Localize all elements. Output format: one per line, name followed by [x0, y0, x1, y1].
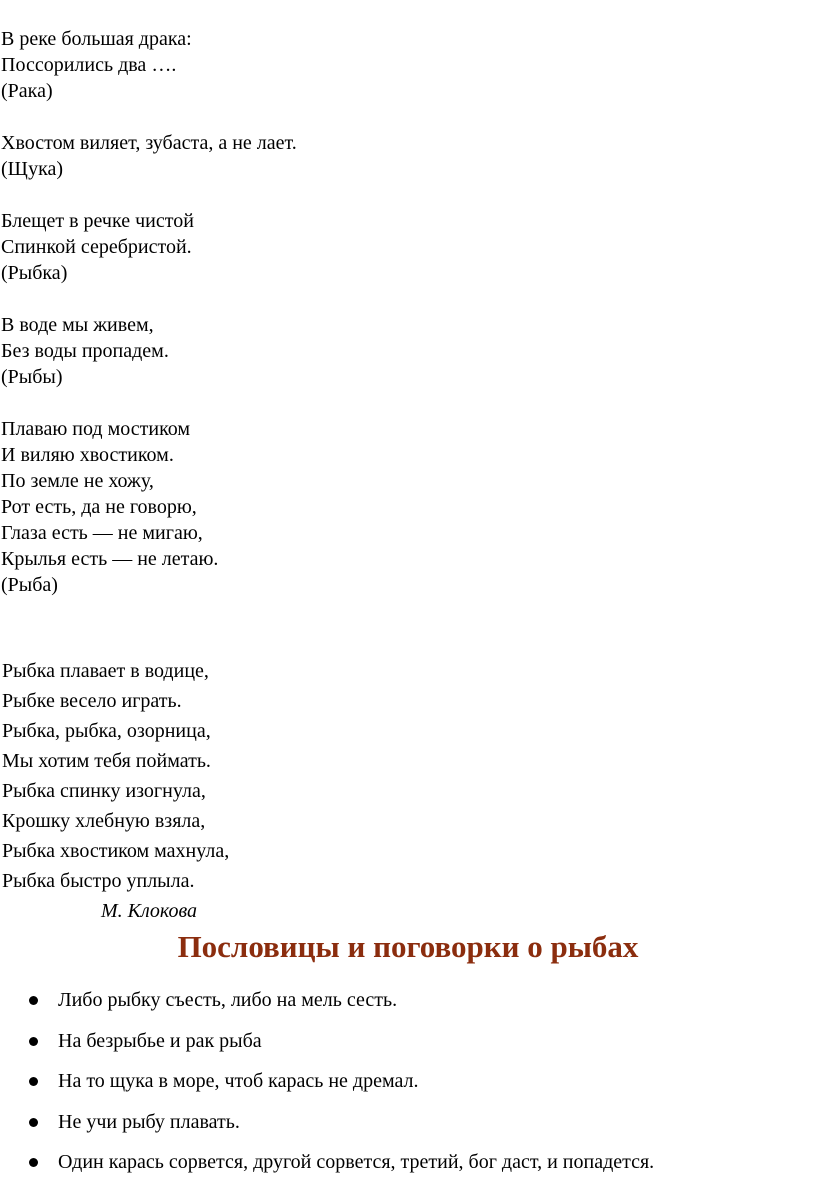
- poem-line: Мы хотим тебя поймать.: [2, 750, 211, 772]
- proverbs-heading: Пословицы и поговорки о рыбах: [177, 929, 639, 964]
- riddle: [1, 416, 761, 598]
- riddle: [1, 312, 761, 390]
- poem: [2, 656, 229, 896]
- bullet-icon: [29, 1037, 38, 1046]
- riddle: [1, 208, 761, 286]
- riddle-line: Блещет в речке чистой: [1, 210, 194, 232]
- list-item: [0, 1068, 654, 1109]
- poem-line: Рыбке весело играть.: [2, 690, 182, 712]
- riddles-section: [1, 26, 761, 624]
- bullet-icon: [29, 1158, 38, 1167]
- poem-line: Рыбка, рыбка, озорница,: [2, 720, 211, 742]
- proverb-text: На то щука в море, чтоб карась не дремал.: [58, 1070, 419, 1092]
- bullet-icon: [29, 996, 38, 1005]
- riddle-answer: (Рыбка): [1, 262, 68, 284]
- list-item: [0, 1109, 654, 1150]
- riddle-line: Глаза есть — не мигаю,: [1, 522, 203, 544]
- poem-author: М. Клокова: [101, 900, 198, 922]
- poem-line: Рыбка спинку изогнула,: [2, 780, 206, 802]
- bullet-icon: [29, 1118, 38, 1127]
- riddle-line: По земле не хожу,: [1, 470, 154, 492]
- riddle-line: Рот есть, да не говорю,: [1, 496, 197, 518]
- riddle: [1, 26, 761, 104]
- bullet-icon: [29, 1077, 38, 1086]
- list-item: [0, 1028, 654, 1069]
- riddle-line: В воде мы живем,: [1, 314, 154, 336]
- list-item: [0, 1149, 654, 1190]
- poem-line: Рыбка хвостиком махнула,: [2, 840, 230, 862]
- riddle-answer: (Рака): [1, 80, 53, 102]
- riddle-answer: (Рыба): [1, 574, 58, 596]
- riddle-line: В реке большая драка:: [1, 28, 192, 50]
- riddle-line: Поссорились два ….: [1, 54, 177, 76]
- riddle-answer: (Щука): [1, 158, 64, 180]
- proverb-text: Один карась сорвется, другой сорвется, третий, бог даст, и попадется.: [58, 1151, 655, 1173]
- riddle-line: Хвостом виляет, зубаста, а не лает.: [1, 132, 297, 154]
- riddle: [1, 130, 761, 182]
- proverb-text: Либо рыбку съесть, либо на мель сесть.: [58, 989, 398, 1011]
- poem-line: Рыбка плавает в водице,: [2, 660, 209, 682]
- riddle-answer: (Рыбы): [1, 366, 63, 388]
- riddle-line: Без воды пропадем.: [1, 340, 169, 362]
- poem-line: Рыбка быстро уплыла.: [2, 870, 195, 892]
- riddle-line: Спинкой серебристой.: [1, 236, 192, 258]
- riddle-line: Крылья есть — не летаю.: [1, 548, 219, 570]
- poem-line: Крошку хлебную взяла,: [2, 810, 206, 832]
- proverbs-list: [0, 987, 654, 1190]
- riddle-line: Плаваю под мостиком: [1, 418, 191, 440]
- proverb-text: На безрыбье и рак рыба: [58, 1029, 262, 1052]
- proverb-text: Не учи рыбу плавать.: [58, 1110, 240, 1133]
- list-item: [0, 987, 654, 1028]
- riddle-line: И виляю хвостиком.: [1, 444, 174, 466]
